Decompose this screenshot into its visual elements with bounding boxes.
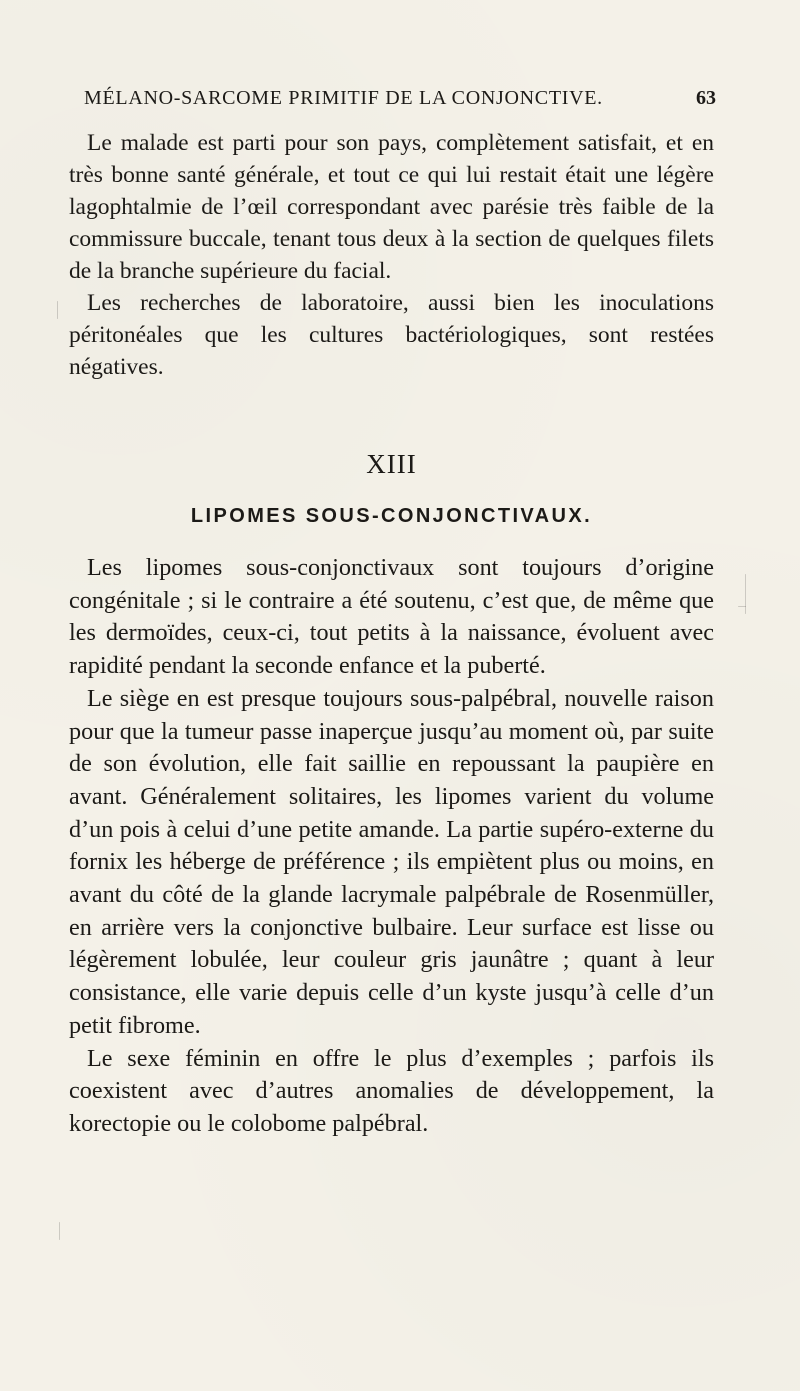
paragraph-4: Le siège en est presque toujours sous-palpébral, nouvelle raison pour que la tumeur passe inaperçue jusqu’au moment où, par suite de son évolution, elle fait saillie en repoussant la paupière en avant. Généralement solitaires, les lipomes varient du volume d’un pois à celui d’une petite amande. La partie supéro-externe du fornix les héberge de préférence ; ils empiètent plus ou moins, en avant du côté de la glande lacrymale palpébrale de Rosenmüller, en arrière vers la conjonctive bulbaire. Leur surface est lisse ou légèrement lobulée, leur couleur gris jaunâtre ; quant à leur consistance, elle varie depuis celle d’un kyste jusqu’à celle d’un petit fibrome.: [69, 684, 714, 1039]
page-number: 63: [696, 87, 716, 109]
paragraph-3: Les lipomes sous-conjonctivaux sont toujours d’origine congénitale ; si le contraire a été soutenu, c’est que, de même que les dermoïdes, ceux-ci, tout petits à la naissance, évoluent avec rapidité pendant la seconde enfance et la puberté.: [69, 554, 714, 680]
margin-mark-right-horizontal: [738, 606, 746, 607]
paragraph-1: Le malade est parti pour son pays, complètement satisfait, et en très bonne santé générale, et tout ce qui lui restait était une légère lagophtalmie de l’œil correspondant avec parésie très faible de la commissure buccale, tenant tous deux à la section de quelques filets de la branche supérieure du facial.: [69, 130, 714, 284]
section-body: [69, 552, 714, 1141]
margin-mark-left-bottom: [59, 1222, 60, 1240]
paragraph-5: Le sexe féminin en offre le plus d’exemples ; parfois ils coexistent avec d’autres anomalies de développement, la korectopie ou le colobome palpébral.: [69, 1044, 714, 1137]
paragraph-2: Les recherches de laboratoire, aussi bien les inoculations péritonéales que les cultures bactériologiques, sont restées négatives.: [69, 290, 714, 380]
section-title: LIPOMES SOUS-CONJONCTIVAUX.: [190, 505, 593, 527]
page-content: [69, 127, 714, 1141]
margin-mark-right-vertical: [745, 574, 746, 614]
margin-mark-left-top: [57, 301, 58, 319]
running-title: MÉLANO-SARCOME PRIMITIF DE LA CONJONCTIVE.: [84, 87, 603, 109]
running-head: [84, 88, 716, 114]
section-number: XIII: [366, 449, 417, 479]
